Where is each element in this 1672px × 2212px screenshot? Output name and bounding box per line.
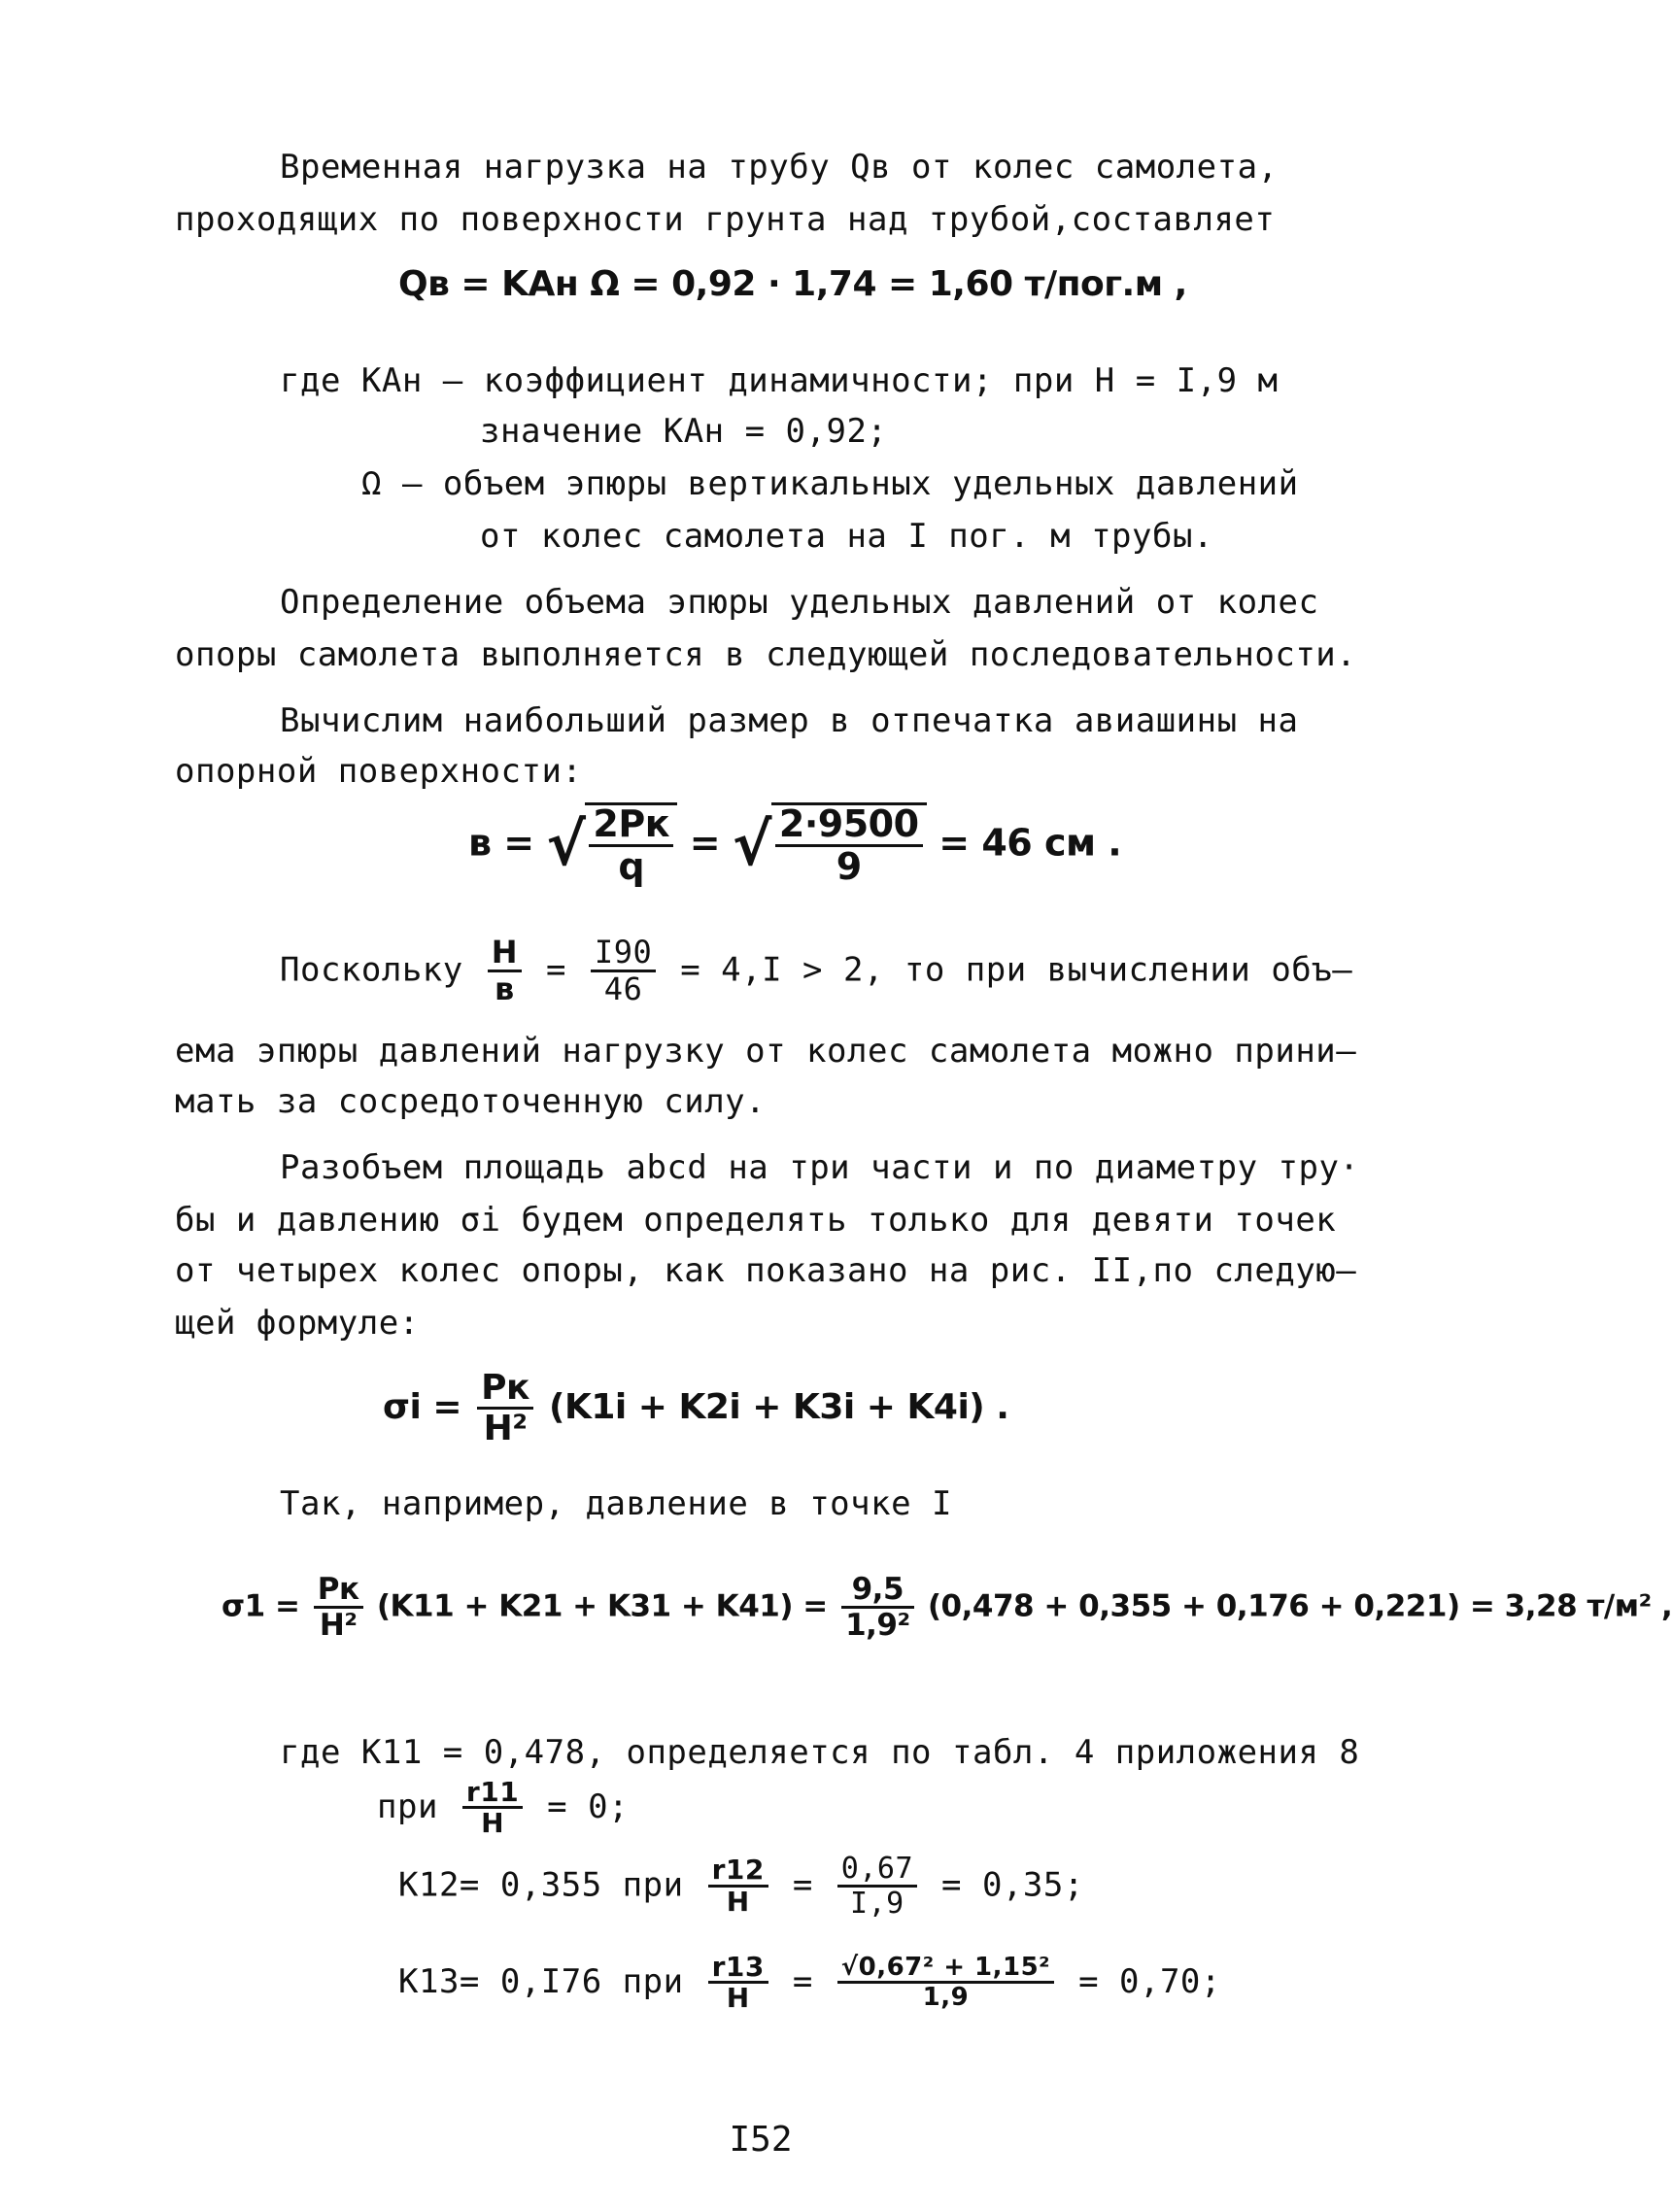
text-run: K13= 0,I76 при bbox=[398, 1962, 684, 2002]
formula-b-size: в = √ $\frac{2Pк}{q}$ = √ $\frac{2\cdot 9500}{9}$ = 46 см . bbox=[468, 802, 1122, 888]
paragraph-line: бы и давлению σi будем определять только для девяти точек bbox=[175, 1201, 1337, 1240]
definition-line: где K11 = 0,478, определяется по табл. 4 приложения 8 bbox=[280, 1733, 1360, 1772]
fraction-num: H bbox=[488, 936, 522, 972]
formula-sigma-1 bbox=[222, 1574, 1672, 1642]
paragraph-line: Разобъем площадь abcd на три части и по диаметру тру· bbox=[280, 1148, 1360, 1187]
text-run: при bbox=[377, 1787, 438, 1827]
fraction bbox=[462, 1778, 523, 1839]
fraction bbox=[708, 1855, 768, 1917]
paragraph-line: Вычислим наибольший размер в отпечатка авиашины на bbox=[280, 701, 1299, 740]
definition-line: Ω – объем эпюры вертикальных удельных давлений bbox=[361, 464, 1299, 503]
fraction-num: 9,5 bbox=[841, 1574, 914, 1609]
fraction-num: r11 bbox=[462, 1778, 523, 1809]
formula-lhs: в bbox=[468, 821, 492, 865]
fraction-num: r13 bbox=[708, 1953, 768, 1984]
text-run: K12= 0,355 при bbox=[398, 1865, 684, 1905]
formula-rhs: (K1i + K2i + K3i + K4i) . bbox=[549, 1387, 1009, 1428]
paragraph-line: от четырех колес опоры, как показано на рис. II,по следую– bbox=[175, 1251, 1357, 1290]
definition-line: K13= 0,I76 при $\frac{r13}{H}$ = $\frac{\text{√0,67² + 1,15²}}{1,9}$ = 0,70; bbox=[398, 1951, 1221, 2015]
fraction-den: H bbox=[726, 1982, 750, 2015]
fraction-190-46 bbox=[591, 936, 656, 1006]
text-run: = 0,70; bbox=[1078, 1962, 1221, 2002]
fraction bbox=[837, 1854, 917, 1920]
fraction-den: 9 bbox=[836, 844, 862, 888]
text-run: = 4,I > 2, то при вычислении объ– bbox=[680, 950, 1353, 990]
fraction-num: 2Pк bbox=[589, 805, 673, 847]
paragraph-line: проходящих по поверхности грунта над трубой,составляет bbox=[175, 200, 1276, 239]
fraction bbox=[477, 1370, 533, 1447]
fraction-num: √0,67² + 1,15² bbox=[837, 1955, 1054, 1984]
definition-line: от колес самолета на I пог. м трубы. bbox=[480, 517, 1213, 556]
paragraph-line: Временная нагрузка на трубу Qв от колес самолета, bbox=[280, 148, 1279, 187]
fraction-den: H² bbox=[319, 1607, 358, 1643]
fraction-num: I90 bbox=[591, 936, 656, 972]
formula-rhs: (0,478 + 0,355 + 0,176 + 0,221) = 3,28 т/м² , bbox=[927, 1588, 1672, 1624]
definition-line: значение KАн = 0,92; bbox=[480, 412, 888, 451]
paragraph-line: опоры самолета выполняется в следующей последовательности. bbox=[175, 635, 1357, 674]
fraction-num: r12 bbox=[708, 1855, 768, 1887]
fraction-den: q bbox=[618, 844, 645, 888]
paragraph-line: ема эпюры давлений нагрузку от колес самолета можно прини– bbox=[175, 1032, 1357, 1071]
fraction-h-b bbox=[488, 936, 522, 1006]
definition-line: K12= 0,355 при $\frac{r12}{H}$ = $\frac{0,67}{I,9}$ = 0,35; bbox=[398, 1852, 1084, 1921]
fraction-num: Pк bbox=[314, 1574, 363, 1609]
formula-sigma-i bbox=[383, 1370, 1008, 1447]
fraction bbox=[708, 1953, 768, 2014]
paragraph-line: Так, например, давление в точке I bbox=[280, 1484, 953, 1523]
paragraph-line: Поскольку $\frac{H}{в}$ = $\frac{I90}{46}$ = 4,I > 2, то при вычислении объ– bbox=[280, 934, 1353, 1007]
definition-line bbox=[377, 1778, 629, 1839]
page-number: I52 bbox=[729, 2120, 793, 2160]
formula-rhs: = 46 см . bbox=[938, 821, 1122, 865]
paragraph-line: опорной поверхности: bbox=[175, 752, 583, 791]
fraction-den: H² bbox=[483, 1408, 528, 1448]
fraction-den: 46 bbox=[603, 970, 643, 1007]
fraction-den: H bbox=[481, 1807, 505, 1840]
text-run: = 0,35; bbox=[941, 1865, 1084, 1905]
fraction bbox=[314, 1574, 363, 1642]
fraction-den: I,9 bbox=[850, 1886, 904, 1921]
paragraph-line: Определение объема эпюры удельных давлений от колес bbox=[280, 583, 1319, 622]
formula-lhs: σi = bbox=[383, 1387, 462, 1428]
text-run: = 0; bbox=[547, 1787, 630, 1827]
fraction-num: 0,67 bbox=[837, 1854, 917, 1888]
sqrt-1: √ $\frac{2Pк}{q}$ bbox=[546, 802, 677, 888]
fraction-num: Pк bbox=[477, 1370, 533, 1410]
fraction bbox=[841, 1574, 914, 1642]
definition-line: где KАн – коэффициент динамичности; при H = I,9 м bbox=[280, 361, 1279, 400]
paragraph-line: мать за сосредоточенную силу. bbox=[175, 1082, 767, 1121]
paragraph-line: щей формуле: bbox=[175, 1304, 420, 1343]
formula-mid: (K11 + K21 + K31 + K41) = bbox=[376, 1588, 828, 1624]
formula-q-load: Qв = KАн Ω = 0,92 · 1,74 = 1,60 т/пог.м , bbox=[398, 264, 1187, 304]
fraction-den: 1,9 bbox=[922, 1983, 970, 2013]
text-run: Поскольку bbox=[280, 950, 463, 990]
formula-lhs: σ1 = bbox=[222, 1588, 300, 1624]
fraction-den: H bbox=[726, 1885, 750, 1918]
fraction-num: 2·9500 bbox=[775, 805, 923, 847]
sqrt-2: √ $\frac{2\cdot 9500}{9}$ bbox=[733, 802, 927, 888]
fraction-den: в bbox=[494, 970, 515, 1007]
fraction bbox=[837, 1955, 1054, 2012]
fraction-den: 1,9² bbox=[845, 1607, 910, 1643]
